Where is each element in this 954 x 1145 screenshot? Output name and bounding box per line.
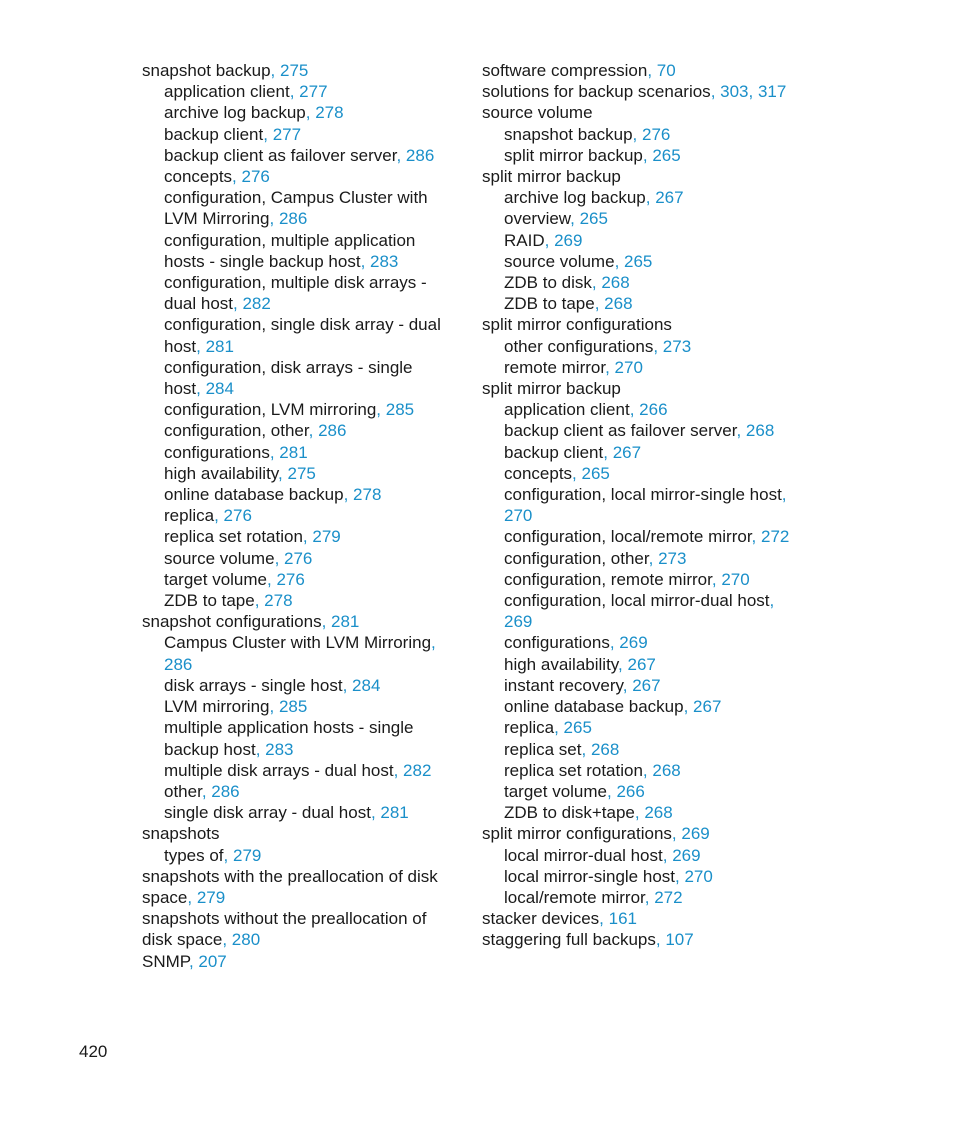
- index-term: LVM mirroring: [164, 697, 270, 717]
- index-term: archive log backup: [164, 103, 306, 123]
- index-term: configuration, local/remote mirror: [504, 527, 752, 547]
- separator: ,: [642, 145, 653, 165]
- page-reference-link[interactable]: 285: [385, 400, 415, 420]
- index-subentry: [142, 781, 452, 802]
- index-term: split mirror backup: [482, 379, 621, 399]
- index-entry: [482, 378, 792, 399]
- separator: ,: [594, 294, 605, 314]
- separator: ,: [591, 273, 602, 293]
- page-reference-link[interactable]: 273: [658, 548, 687, 568]
- separator: ,: [711, 569, 722, 589]
- separator: ,: [675, 866, 685, 886]
- separator: ,: [232, 167, 242, 187]
- index-term: replica: [164, 506, 215, 526]
- index-subentry: [482, 675, 792, 696]
- index-subentry: [142, 675, 452, 696]
- index-subentry: [482, 484, 792, 526]
- index-entry: [142, 823, 452, 844]
- index-subentry: [482, 251, 792, 272]
- index-entry: [482, 60, 792, 81]
- page-reference-link[interactable]: 267: [612, 442, 642, 462]
- index-term: source volume: [164, 548, 275, 568]
- separator: ,: [393, 760, 404, 780]
- index-term: application client: [504, 400, 630, 420]
- separator: ,: [223, 845, 233, 865]
- page-reference-link[interactable]: 267: [655, 188, 684, 208]
- index-term: remote mirror: [504, 357, 606, 377]
- index-subentry: [142, 760, 452, 781]
- page-reference-link[interactable]: 107: [665, 930, 694, 950]
- index-subentry: [482, 272, 792, 293]
- index-subentry: [482, 632, 792, 653]
- separator: ,: [710, 82, 721, 102]
- index-subentry: [482, 357, 792, 378]
- page-reference-link[interactable]: 269: [681, 824, 710, 844]
- separator: ,: [255, 739, 266, 759]
- index-entry: [482, 823, 792, 844]
- page-reference-link[interactable]: 279: [312, 527, 341, 547]
- page-reference-link[interactable]: 276: [284, 548, 313, 568]
- page-reference-link[interactable]: 284: [352, 675, 381, 695]
- index-term: configurations: [504, 633, 610, 653]
- separator: ,: [554, 718, 564, 738]
- index-term: split mirror configurations: [482, 824, 672, 844]
- index-subentry: [142, 102, 452, 123]
- page-reference-link[interactable]: 268: [601, 273, 630, 293]
- separator: ,: [647, 61, 657, 80]
- index-subentry: [142, 166, 452, 187]
- page-reference-link[interactable]: 286: [318, 421, 347, 441]
- index-subentry: [482, 802, 792, 823]
- index-subentry: [482, 442, 792, 463]
- index-term: ZDB to disk+tape: [504, 803, 635, 823]
- separator: ,: [648, 548, 659, 568]
- index-entry: [142, 60, 452, 81]
- index-entry: [142, 866, 452, 908]
- index-term: replica: [504, 718, 555, 738]
- index-term: configuration, other: [164, 421, 309, 441]
- index-term: snapshots: [142, 824, 220, 844]
- index-term: staggering full backups: [482, 930, 656, 950]
- page-reference-link[interactable]: 272: [761, 527, 790, 547]
- index-subentry: [142, 526, 452, 547]
- index-term: SNMP: [142, 951, 189, 971]
- page-reference-link[interactable]: 268: [604, 294, 633, 314]
- separator: ,: [751, 527, 761, 547]
- page-reference-link[interactable]: 282: [403, 760, 432, 780]
- index-term: replica set rotation: [504, 760, 643, 780]
- separator: ,: [254, 591, 265, 611]
- index-entry: [482, 908, 792, 929]
- separator: ,: [201, 781, 212, 801]
- page-reference-link[interactable]: 276: [642, 124, 671, 144]
- index-term: high availability: [504, 654, 619, 674]
- index-term: high availability: [164, 463, 279, 483]
- separator: ,: [233, 294, 243, 314]
- separator: ,: [289, 82, 300, 102]
- page-reference-link[interactable]: 270: [721, 569, 750, 589]
- index-subentry: [142, 145, 452, 166]
- separator: ,: [653, 336, 663, 356]
- separator: ,: [603, 442, 613, 462]
- index-term: ZDB to tape: [504, 294, 595, 314]
- separator: ,: [736, 421, 746, 441]
- index-term: source volume: [504, 251, 615, 271]
- index-subentry: [482, 887, 792, 908]
- page-reference-link[interactable]: 207: [198, 951, 227, 971]
- page-reference-link[interactable]: 278: [353, 485, 382, 505]
- separator: ,: [781, 485, 787, 505]
- page-reference-link[interactable]: 282: [242, 294, 271, 314]
- page-reference-link[interactable]: 161: [608, 909, 637, 929]
- index-term: online database backup: [164, 485, 344, 505]
- separator: ,: [605, 357, 615, 377]
- index-term: local mirror-dual host: [504, 845, 663, 865]
- separator: ,: [274, 548, 285, 568]
- index-term: configuration, multiple disk arrays - dual host: [164, 273, 427, 314]
- separator: ,: [634, 803, 645, 823]
- index-term: backup client: [504, 442, 604, 462]
- page-reference-link[interactable]: 276: [276, 569, 305, 589]
- index-term: split mirror backup: [504, 145, 643, 165]
- page-reference-link[interactable]: 269: [672, 845, 701, 865]
- index-subentry: [482, 569, 792, 590]
- index-subentry: [482, 590, 792, 632]
- page-reference-link[interactable]: 281: [205, 336, 234, 356]
- separator: ,: [360, 251, 371, 271]
- page-reference-link[interactable]: 270: [614, 357, 643, 377]
- index-entry: [482, 166, 792, 187]
- index-subentry: [482, 187, 792, 208]
- separator: ,: [222, 930, 232, 950]
- index-subentry: [142, 187, 452, 229]
- separator: ,: [302, 527, 313, 547]
- page-reference-link[interactable]: 268: [652, 760, 681, 780]
- page-reference-link[interactable]: 283: [265, 739, 294, 759]
- separator: ,: [655, 930, 666, 950]
- separator: ,: [609, 633, 620, 653]
- index-term: instant recovery: [504, 675, 623, 695]
- index-subentry: [482, 336, 792, 357]
- separator: ,: [570, 209, 580, 229]
- index-term: concepts: [164, 167, 233, 187]
- page-reference-link[interactable]: 303, 317: [720, 82, 787, 102]
- index-entry: [142, 951, 452, 972]
- page-reference-link[interactable]: 265: [581, 463, 610, 483]
- separator: ,: [308, 421, 319, 441]
- index-subentry: [142, 463, 452, 484]
- index-subentry: [482, 124, 792, 145]
- page-reference-link[interactable]: 266: [639, 400, 668, 420]
- separator: ,: [607, 781, 617, 801]
- index-subentry: [482, 145, 792, 166]
- separator: ,: [269, 442, 280, 462]
- page-reference-link[interactable]: 273: [662, 336, 692, 356]
- index-term: single disk array - dual host: [164, 803, 371, 823]
- separator: ,: [614, 251, 625, 271]
- index-subentry: [482, 760, 792, 781]
- index-term: backup client: [164, 124, 264, 144]
- separator: ,: [618, 654, 628, 674]
- page-reference-link[interactable]: 265: [579, 209, 608, 229]
- index-subentry: [482, 208, 792, 229]
- page-reference-link[interactable]: 269: [504, 612, 533, 632]
- separator: ,: [599, 909, 609, 929]
- index-term: configuration, local mirror-dual host: [504, 591, 770, 611]
- page-reference-link[interactable]: 266: [616, 781, 645, 801]
- separator: ,: [270, 61, 280, 80]
- index-term: ZDB to disk: [504, 273, 592, 293]
- index-term: source volume: [482, 103, 593, 123]
- index-term: configuration, remote mirror: [504, 569, 712, 589]
- page-reference-link[interactable]: 286: [405, 145, 435, 165]
- index-term: online database backup: [504, 697, 684, 717]
- index-column-left: [142, 60, 452, 972]
- index-term: replica set: [504, 739, 582, 759]
- separator: ,: [196, 336, 206, 356]
- index-term: configuration, other: [504, 548, 649, 568]
- index-subentry: [482, 717, 792, 738]
- page-reference-link[interactable]: 268: [745, 421, 775, 441]
- index-subentry: [142, 357, 452, 399]
- index-entry: [482, 81, 792, 102]
- page-reference-link[interactable]: 275: [280, 61, 309, 80]
- index-subentry: [142, 272, 452, 314]
- index-subentry: [482, 739, 792, 760]
- separator: ,: [769, 591, 775, 611]
- index-subentry: [142, 314, 452, 356]
- index-entry: [142, 611, 452, 632]
- index-subentry: [142, 590, 452, 611]
- index-term: split mirror backup: [482, 167, 621, 187]
- index-term: local mirror-single host: [504, 866, 675, 886]
- separator: ,: [572, 463, 582, 483]
- index-term: other configurations: [504, 336, 654, 356]
- index-term: overview: [504, 209, 571, 229]
- index-term: ZDB to tape: [164, 591, 255, 611]
- page-reference-link[interactable]: 276: [241, 167, 270, 187]
- index-subentry: [482, 781, 792, 802]
- page-reference-link[interactable]: 280: [231, 930, 261, 950]
- index-term: types of: [164, 845, 224, 865]
- separator: ,: [321, 612, 332, 632]
- separator: ,: [343, 485, 354, 505]
- index-subentry: [142, 632, 452, 674]
- page-reference-link[interactable]: 284: [205, 379, 234, 399]
- index-subentry: [142, 569, 452, 590]
- index-term: archive log backup: [504, 188, 646, 208]
- index-subentry: [142, 442, 452, 463]
- index-term: target volume: [504, 781, 607, 801]
- index-subentry: [482, 548, 792, 569]
- separator: ,: [644, 887, 655, 907]
- separator: ,: [269, 209, 279, 229]
- index-term: configuration, single disk array - dual host: [164, 315, 441, 356]
- index-term: application client: [164, 82, 290, 102]
- index-term: stacker devices: [482, 909, 600, 929]
- index-column-right: [482, 60, 792, 951]
- index-term: configurations: [164, 442, 270, 462]
- separator: ,: [683, 697, 694, 717]
- page-reference-link[interactable]: 278: [264, 591, 293, 611]
- index-subentry: [482, 230, 792, 251]
- index-term: split mirror configurations: [482, 315, 672, 335]
- separator: ,: [671, 824, 682, 844]
- index-term: local/remote mirror: [504, 887, 645, 907]
- index-term: snapshot backup: [142, 61, 271, 80]
- page-reference-link[interactable]: 267: [627, 654, 656, 674]
- page-reference-link[interactable]: 269: [554, 230, 583, 250]
- separator: ,: [645, 188, 656, 208]
- page-number: 420: [79, 1042, 108, 1061]
- page-reference-link[interactable]: 285: [278, 697, 308, 717]
- index-entry: [142, 908, 452, 950]
- page-reference-link[interactable]: 279: [233, 845, 262, 865]
- page-reference-link[interactable]: 268: [644, 803, 673, 823]
- index-term: configuration, Campus Cluster with LVM Mirroring: [164, 188, 428, 229]
- index-term: RAID: [504, 230, 545, 250]
- index-subentry: [482, 696, 792, 717]
- page-reference-link[interactable]: 278: [315, 103, 344, 123]
- separator: ,: [342, 675, 353, 695]
- index-subentry: [142, 399, 452, 420]
- separator: ,: [187, 887, 197, 907]
- separator: ,: [305, 103, 316, 123]
- page-reference-link[interactable]: 286: [211, 781, 240, 801]
- separator: ,: [622, 675, 633, 695]
- index-term: snapshots with the preallocation of disk space: [142, 866, 438, 907]
- index-entry: [482, 314, 792, 335]
- index-subentry: [482, 399, 792, 420]
- index-term: solutions for backup scenarios: [482, 82, 711, 102]
- page-reference-link[interactable]: 279: [196, 887, 226, 907]
- index-term: snapshot configurations: [142, 612, 322, 632]
- separator: ,: [278, 463, 288, 483]
- index-subentry: [482, 293, 792, 314]
- page-reference-link[interactable]: 286: [164, 654, 193, 674]
- separator: ,: [267, 569, 277, 589]
- index-term: configuration, disk arrays - single host: [164, 357, 413, 399]
- page-reference-link[interactable]: 277: [299, 82, 328, 102]
- separator: ,: [188, 951, 199, 971]
- page-reference-link[interactable]: 281: [331, 612, 360, 632]
- separator: ,: [376, 400, 386, 420]
- page-reference-link[interactable]: 267: [632, 675, 661, 695]
- index-term: target volume: [164, 569, 267, 589]
- index-term: Campus Cluster with LVM Mirroring: [164, 633, 432, 653]
- page-reference-link[interactable]: 275: [287, 463, 316, 483]
- index-term: configuration, multiple application hosts - single backup host: [164, 230, 416, 271]
- page-reference-link[interactable]: 269: [619, 633, 648, 653]
- page-reference-link[interactable]: 265: [652, 145, 681, 165]
- index-term: configuration, local mirror-single host: [504, 485, 782, 505]
- index-term: multiple application hosts - single backup host: [164, 718, 414, 759]
- index-subentry: [482, 526, 792, 547]
- separator: ,: [662, 845, 673, 865]
- separator: ,: [214, 506, 224, 526]
- index-subentry: [142, 696, 452, 717]
- index-subentry: [142, 717, 452, 759]
- index-term: concepts: [504, 463, 573, 483]
- index-subentry: [482, 866, 792, 887]
- page-reference-link[interactable]: 286: [278, 209, 308, 229]
- index-entry: [482, 929, 792, 950]
- index-term: replica set rotation: [164, 527, 303, 547]
- index-term: other: [164, 781, 202, 801]
- index-subentry: [142, 484, 452, 505]
- page-reference-link[interactable]: 281: [279, 442, 308, 462]
- index-term: snapshot backup: [504, 124, 633, 144]
- separator: ,: [269, 697, 279, 717]
- separator: ,: [544, 230, 555, 250]
- index-term: multiple disk arrays - dual host: [164, 760, 394, 780]
- index-subentry: [142, 230, 452, 272]
- index-subentry: [482, 845, 792, 866]
- page-reference-link[interactable]: 270: [504, 506, 533, 526]
- separator: ,: [196, 379, 206, 399]
- separator: ,: [370, 803, 381, 823]
- separator: ,: [581, 739, 591, 759]
- index-subentry: [142, 81, 452, 102]
- index-term: backup client as failover server: [504, 421, 737, 441]
- separator: ,: [263, 124, 273, 144]
- index-subentry: [142, 124, 452, 145]
- index-term: configuration, LVM mirroring: [164, 400, 377, 420]
- index-subentry: [482, 463, 792, 484]
- separator: ,: [431, 633, 436, 653]
- page-reference-link[interactable]: 276: [223, 506, 252, 526]
- index-subentry: [482, 420, 792, 441]
- separator: ,: [642, 760, 653, 780]
- page-reference-link[interactable]: 265: [624, 251, 653, 271]
- page-reference-link[interactable]: 270: [684, 866, 713, 886]
- index-subentry: [142, 548, 452, 569]
- page-reference-link[interactable]: 281: [380, 803, 409, 823]
- page-reference-link[interactable]: 283: [370, 251, 399, 271]
- index-subentry: [142, 845, 452, 866]
- index-term: disk arrays - single host: [164, 675, 343, 695]
- index-term: snapshots without the preallocation of disk space: [142, 909, 427, 950]
- separator: ,: [396, 145, 406, 165]
- index-subentry: [142, 802, 452, 823]
- index-subentry: [482, 654, 792, 675]
- index-entry: [482, 102, 792, 123]
- index-term: software compression: [482, 61, 648, 80]
- page-reference-link[interactable]: 277: [272, 124, 302, 144]
- index-subentry: [142, 505, 452, 526]
- page-reference-link[interactable]: 265: [563, 718, 592, 738]
- index-subentry: [142, 420, 452, 441]
- separator: ,: [629, 400, 640, 420]
- page-reference-link[interactable]: 268: [590, 739, 620, 759]
- index-term: backup client as failover server: [164, 145, 397, 165]
- page-reference-link[interactable]: 272: [654, 887, 683, 907]
- page-reference-link[interactable]: 70: [656, 61, 676, 80]
- page-reference-link[interactable]: 267: [693, 697, 722, 717]
- separator: ,: [632, 124, 642, 144]
